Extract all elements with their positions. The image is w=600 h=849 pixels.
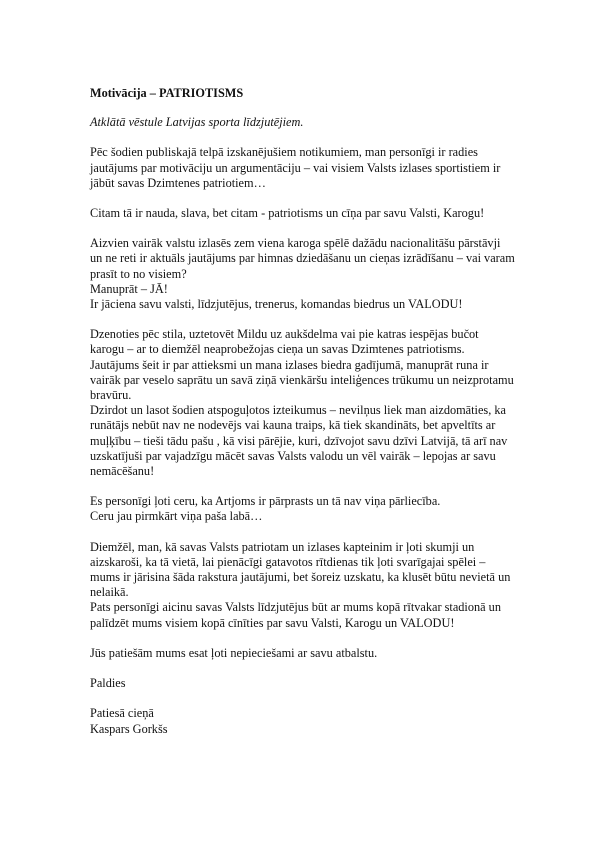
text-line: Jūs patiešām mums esat ļoti nepieciešami ar savu atbalstu.	[90, 645, 378, 660]
text-line: Jautājums šeit ir par attieksmi un mana izlases biedra gadījumā, manuprāt runa ir	[90, 357, 489, 372]
text-line: aizskaroši, ka tā vietā, lai pienācīgi gatavotos rītdienas tik ļoti svarīgajai spēlei –	[90, 554, 486, 569]
text-line: nemācēšanu!	[90, 464, 155, 479]
text-line: Kaspars Gorkšs	[90, 721, 168, 736]
text-line: Dzenoties pēc stila, uztetovēt Mildu uz aukšdelma vai pie katras iespējas bučot	[90, 327, 479, 342]
text-line: Ir jāciena savu valsti, līdzjutējus, trenerus, komandas biedrus un VALODU!	[90, 297, 463, 312]
text-line: nelaikā.	[90, 585, 129, 600]
letter-paragraph	[90, 676, 530, 691]
text-line: Ceru jau pirmkārt viņa paša labā…	[90, 509, 263, 524]
letter-body	[90, 145, 530, 736]
text-line: jābūt savas Dzimtenes patriotiem…	[90, 175, 266, 190]
text-line: karogu – ar to diemžēl neaprobežojas cieņa un savas Dzimtenes patriotisms.	[90, 342, 465, 357]
text-line: runātājs nebūt nav ne nodevējs vai kauna traips, kā tiek skandināts, bet apveltīts ar	[90, 418, 496, 433]
letter-paragraph	[90, 494, 530, 524]
letter-paragraph	[90, 236, 530, 312]
text-line: Manuprāt – JĀ!	[90, 281, 168, 296]
text-line: jautājums par motivāciju un argumentāciju – vai visiem Valsts izlases sportistiem ir	[90, 160, 501, 175]
text-line: Paldies	[90, 676, 126, 691]
text-line: Dzirdot un lasot šodien atspoguļotos izteikumus – nevilņus liek man aizdomāties, ka	[90, 403, 506, 418]
text-line: Pēc šodien publiskajā telpā izskanējušiem notikumiem, man personīgi ir radies	[90, 145, 478, 160]
text-line: prasīt to no visiem?	[90, 266, 187, 281]
letter-paragraph	[90, 327, 530, 479]
letter-page	[90, 86, 530, 737]
text-line: Pats personīgi aicinu savas Valsts līdzjutējus būt ar mums kopā rītvakar stadionā un	[90, 600, 501, 615]
text-line: Diemžēl, man, kā savas Valsts patriotam un izlases kapteinim ir ļoti skumji un	[90, 539, 475, 554]
text-line: palīdzēt mums visiem kopā cīnīties par savu Valsti, Karogu un VALODU!	[90, 615, 455, 630]
text-line: un ne reti ir aktuāls jautājums par himnas dziedāšanu un cieņas izrādīšanu – vai varam	[90, 251, 515, 266]
text-line: Aizvien vairāk valstu izlasēs zem viena karoga spēlē dažādu nacionalitāšu pārstāvji	[90, 236, 501, 251]
letter-paragraph	[90, 540, 530, 631]
text-line: Citam tā ir nauda, slava, bet citam - patriotisms un cīņa par savu Valsti, Karogu!	[90, 206, 485, 221]
letter-paragraph	[90, 206, 530, 221]
letter-title: Motivācija – PATRIOTISMS	[90, 86, 244, 100]
text-line: uzskatījuši par vajadzīgu mācēt savas Valsts valodu un vēl vairāk – lepojas ar savu	[90, 448, 496, 463]
letter-paragraph	[90, 706, 530, 736]
text-line: Es personīgi ļoti ceru, ka Artjoms ir pārprasts un tā nav viņa pārliecība.	[90, 494, 441, 509]
text-line: mums ir jārisina šāda rakstura jautājumi, bet šoreiz uzskatu, ka klusēt būtu nevietā un	[90, 570, 511, 585]
letter-paragraph	[90, 646, 530, 661]
letter-subtitle: Atklātā vēstule Latvijas sporta līdzjutējiem.	[90, 115, 304, 130]
text-line: vairāk par veselo saprātu un savā ziņā vienkāršu inteliģences trūkumu un neizprotamu	[90, 372, 514, 387]
text-line: muļķību – tieši tādu pašu , kā visi pārējie, kuri, dzīvojot savu dzīvi Latvijā, tā arī nav	[90, 433, 508, 448]
letter-paragraph	[90, 145, 530, 191]
text-line: Patiesā cieņā	[90, 706, 154, 721]
text-line: bravūru.	[90, 388, 132, 403]
